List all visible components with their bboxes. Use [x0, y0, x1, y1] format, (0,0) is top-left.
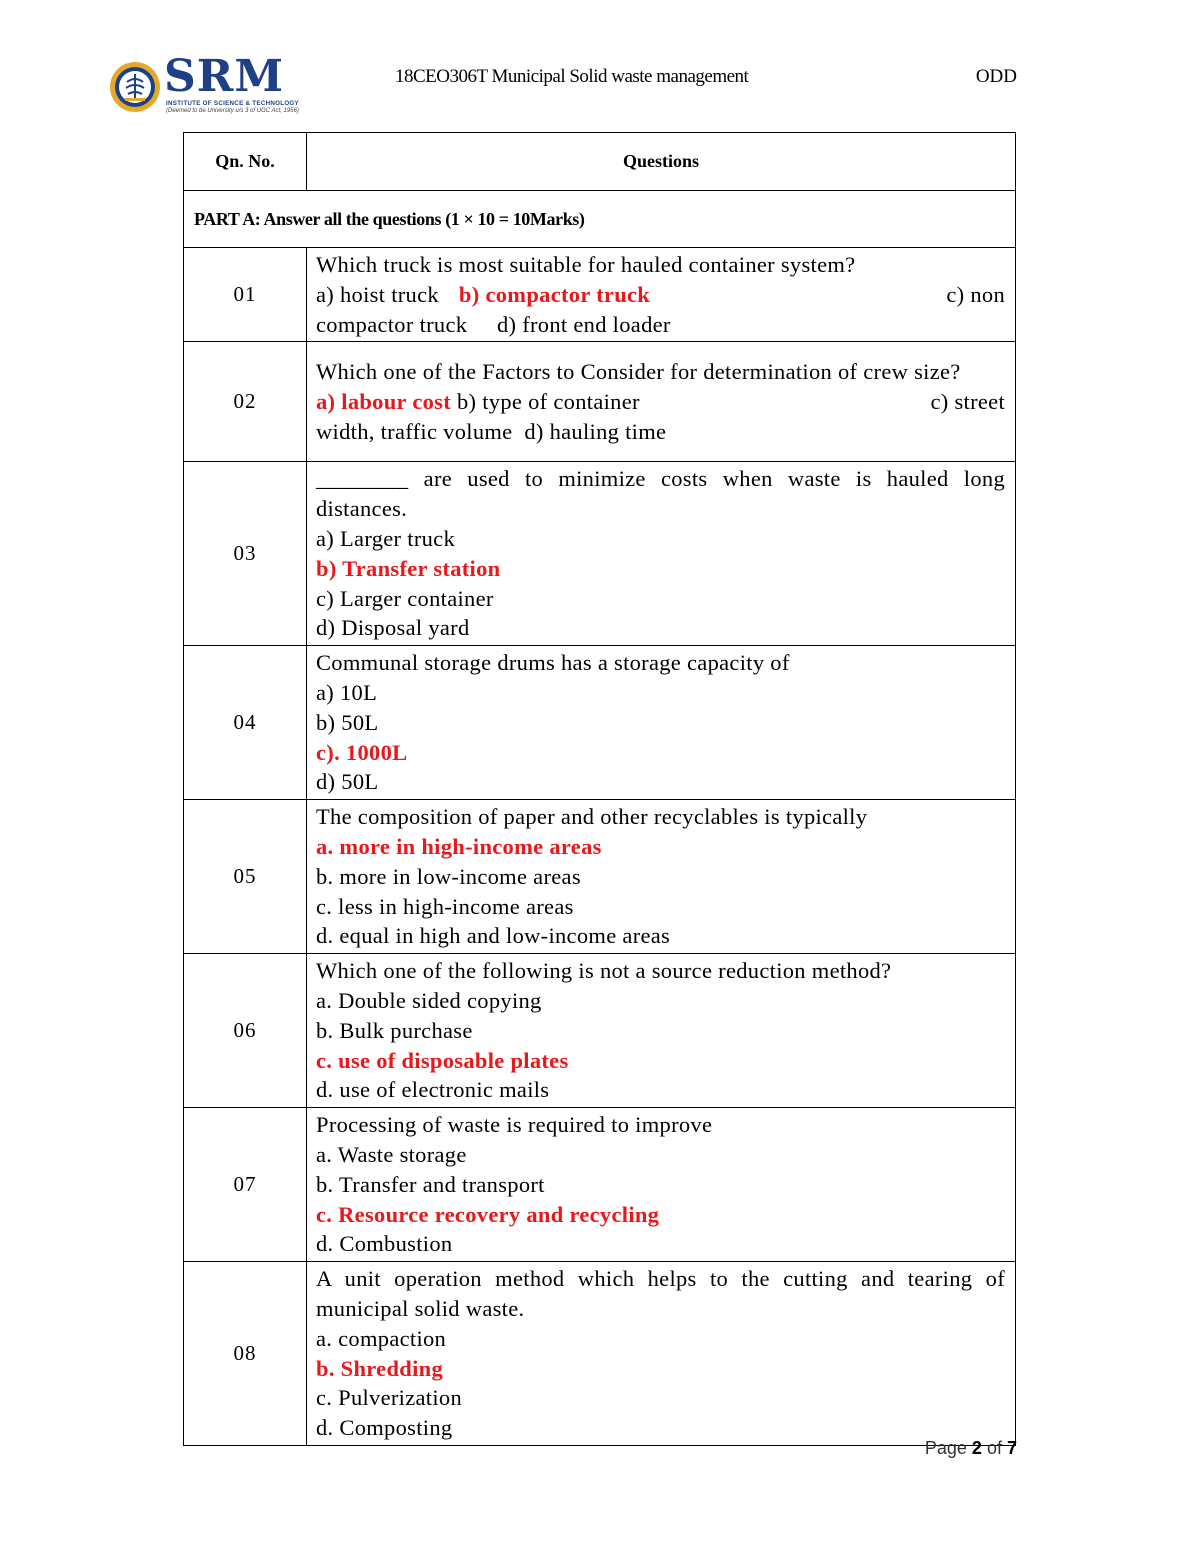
option-a: a. Waste storage	[316, 1141, 467, 1167]
option-a-answer: a. more in high-income areas	[316, 833, 602, 859]
option-d: d. equal in high and low-income areas	[316, 923, 671, 949]
question-text: Which truck is most suitable for hauled container system?	[316, 252, 856, 277]
question-cell	[307, 462, 1016, 646]
question-number: 07	[184, 1108, 307, 1262]
header-qn-no: Qn. No.	[184, 133, 307, 191]
question-cell	[307, 342, 1016, 462]
option-b-answer: b. Shredding	[316, 1355, 443, 1381]
option-line	[316, 387, 1005, 417]
question-number: 04	[184, 646, 307, 800]
question-cell	[307, 248, 1016, 342]
srm-emblem-icon	[108, 60, 162, 114]
header-questions: Questions	[307, 133, 1016, 191]
option-c: c) Larger container	[316, 585, 494, 611]
option-a: a. compaction	[316, 1325, 447, 1351]
option-b: b. Transfer and transport	[316, 1171, 545, 1197]
question-number: 01	[184, 248, 307, 342]
question-number: 05	[184, 800, 307, 954]
option-a: a) 10L	[316, 679, 378, 705]
option-c-answer: c. Resource recovery and recycling	[316, 1201, 660, 1227]
questions-table	[183, 132, 1016, 1446]
question-cell	[307, 1108, 1016, 1262]
option-c-start: c) street	[930, 388, 1005, 414]
part-a-row	[184, 191, 1016, 248]
option-a: a) Larger truck	[316, 525, 456, 551]
option-c-answer: c. use of disposable plates	[316, 1047, 569, 1073]
option-b: b. more in low-income areas	[316, 863, 581, 889]
page-prefix: Page	[924, 1438, 967, 1458]
table-row	[184, 954, 1016, 1108]
question-text: The composition of paper and other recyclables is typically	[316, 804, 868, 830]
option-b-answer: b) compactor truck	[458, 281, 651, 307]
option-d: d. Combustion	[316, 1231, 453, 1257]
logo-subtitle: INSTITUTE OF SCIENCE & TECHNOLOGY	[166, 100, 299, 107]
option-b-answer: b) Transfer station	[316, 555, 501, 581]
question-cell	[307, 954, 1016, 1108]
question-text: ________ are used to minimize costs when waste is hauled long distances.	[316, 466, 1005, 522]
question-cell	[307, 646, 1016, 800]
option-a: a. Double sided copying	[316, 987, 542, 1013]
question-number: 06	[184, 954, 307, 1108]
table-row	[184, 646, 1016, 800]
table-row	[184, 462, 1016, 646]
question-text: Communal storage drums has a storage capacity of	[316, 650, 790, 676]
option-c-end: compactor truck	[316, 311, 468, 337]
option-d: d) Disposal yard	[316, 615, 470, 641]
table-row	[184, 1262, 1016, 1446]
question-text: Processing of waste is required to improve	[316, 1112, 713, 1138]
page-of: of	[986, 1438, 1002, 1458]
table-header-row	[184, 133, 1016, 191]
option-c-start: c) non	[946, 281, 1005, 307]
question-text: A unit operation method which helps to the cutting and tearing of municipal solid waste.	[316, 1266, 1005, 1321]
option-line	[316, 417, 1005, 447]
option-line	[316, 280, 1005, 310]
logo-brand: SRM	[164, 51, 285, 102]
question-number: 02	[184, 342, 307, 462]
part-a-instruction: PART A: Answer all the questions (1 × 10 = 10Marks)	[184, 191, 1016, 248]
logo-tagline: (Deemed to be University u/s 3 of UGC Act, 1956)	[166, 108, 299, 114]
option-b: b) 50L	[316, 709, 379, 735]
option-c-end: width, traffic volume	[316, 418, 513, 444]
question-text: Which one of the following is not a source reduction method?	[316, 958, 892, 984]
option-a: a) hoist truck	[316, 281, 439, 307]
question-cell	[307, 1262, 1016, 1446]
option-c-answer: c). 1000L	[316, 739, 408, 765]
option-d: d) front end loader	[496, 311, 671, 337]
option-a-answer: a) labour cost	[316, 388, 452, 414]
option-b: b. Bulk purchase	[316, 1017, 473, 1043]
question-text: Which one of the Factors to Consider for determination of crew size?	[316, 359, 961, 385]
table-row	[184, 248, 1016, 342]
option-d: d) 50L	[316, 769, 379, 795]
option-d: d) hauling time	[524, 418, 667, 444]
page-current: 2	[971, 1438, 982, 1458]
page-total: 7	[1006, 1438, 1017, 1458]
question-number: 03	[184, 462, 307, 646]
course-title: 18CEO306T Municipal Solid waste management	[395, 66, 749, 87]
option-d: d. Composting	[316, 1415, 453, 1441]
table-row	[184, 1108, 1016, 1262]
question-number: 08	[184, 1262, 307, 1446]
srm-logo	[108, 51, 299, 118]
option-c: c. less in high-income areas	[316, 893, 574, 919]
option-line	[316, 310, 1005, 340]
option-d: d. use of electronic mails	[316, 1077, 550, 1103]
option-b: b) type of container	[456, 388, 640, 414]
question-cell	[307, 800, 1016, 954]
page-number	[925, 1438, 1017, 1459]
table-row	[184, 342, 1016, 462]
term-label: ODD	[975, 66, 1017, 87]
table-row	[184, 800, 1016, 954]
option-c: c. Pulverization	[316, 1385, 463, 1411]
